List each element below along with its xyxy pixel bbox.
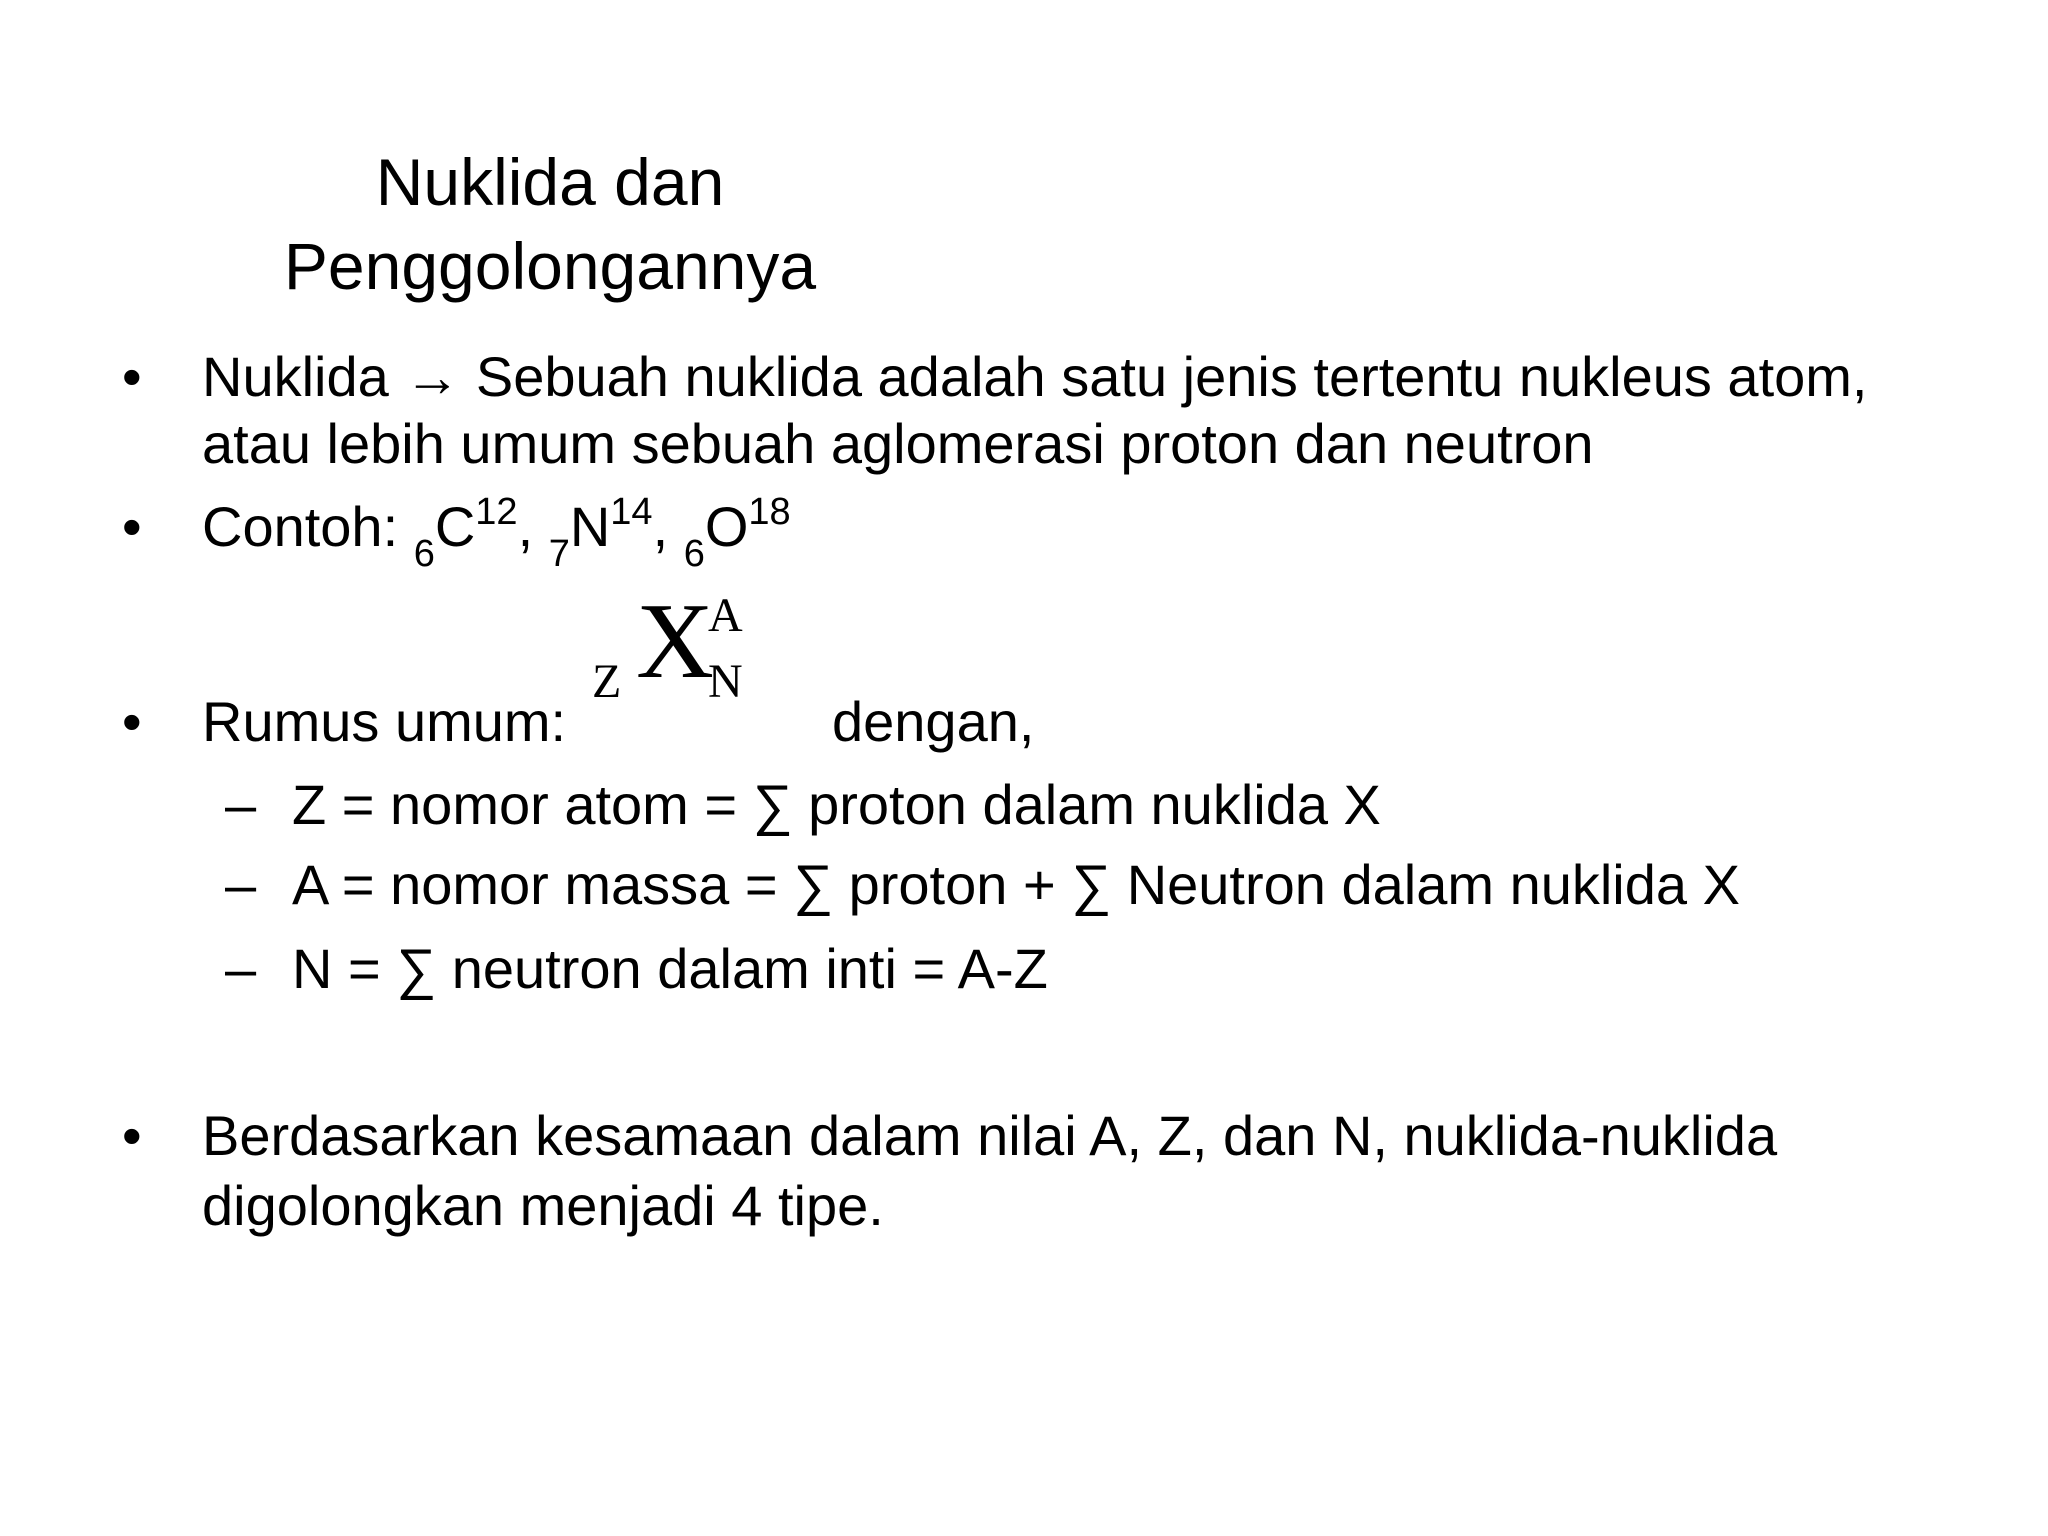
definition-n: N = ∑ neutron dalam inti = A-Z — [292, 937, 1048, 1000]
bullet-1-line-1: Nuklida → Sebuah nuklida adalah satu jenis tertentu nukleus atom, — [202, 345, 1868, 408]
bullet-marker: • — [122, 495, 142, 558]
examples-label: Contoh: — [202, 495, 414, 558]
sub-bullet-marker: – — [225, 773, 257, 836]
example-symbol: O — [704, 495, 749, 558]
example-mass-number: 14 — [610, 491, 653, 533]
bullet-marker: • — [122, 1104, 142, 1167]
sub-bullet-marker: – — [225, 937, 257, 1000]
formula-label: Rumus umum: — [202, 690, 567, 753]
formula-x: X — [636, 582, 714, 701]
example-symbol: C — [434, 495, 476, 558]
formula-z: Z — [592, 655, 622, 708]
bullet-4-line-2: digolongkan menjadi 4 tipe. — [202, 1174, 884, 1237]
example-separator: , — [652, 495, 684, 558]
example-mass-number: 18 — [748, 491, 791, 533]
slide-title — [250, 140, 850, 308]
example-symbol: N — [569, 495, 611, 558]
sub-bullet-marker: – — [225, 853, 257, 916]
title-line-2: Penggolongannya — [283, 229, 817, 303]
definition-a: A = nomor massa = ∑ proton + ∑ Neutron dalam nuklida X — [292, 853, 1740, 916]
bullet-4-line-1: Berdasarkan kesamaan dalam nilai A, Z, dan N, nuklida-nuklida — [202, 1104, 1778, 1167]
bullet-2-examples — [202, 491, 791, 575]
example-atomic-number: 7 — [548, 533, 570, 575]
bullet-marker: • — [122, 690, 142, 753]
bullet-1-line-2: atau lebih umum sebuah aglomerasi proton dan neutron — [202, 412, 1594, 475]
example-atomic-number: 6 — [683, 533, 705, 575]
example-mass-number: 12 — [475, 491, 518, 533]
definition-z: Z = nomor atom = ∑ proton dalam nuklida X — [292, 773, 1381, 836]
title-line-1: Nuklida dan — [375, 145, 725, 219]
formula-suffix: dengan, — [832, 690, 1035, 753]
example-atomic-number: 6 — [413, 533, 435, 575]
formula-n: N — [708, 655, 743, 708]
example-separator: , — [517, 495, 549, 558]
bullet-marker: • — [122, 345, 142, 408]
formula-a: A — [708, 589, 743, 642]
